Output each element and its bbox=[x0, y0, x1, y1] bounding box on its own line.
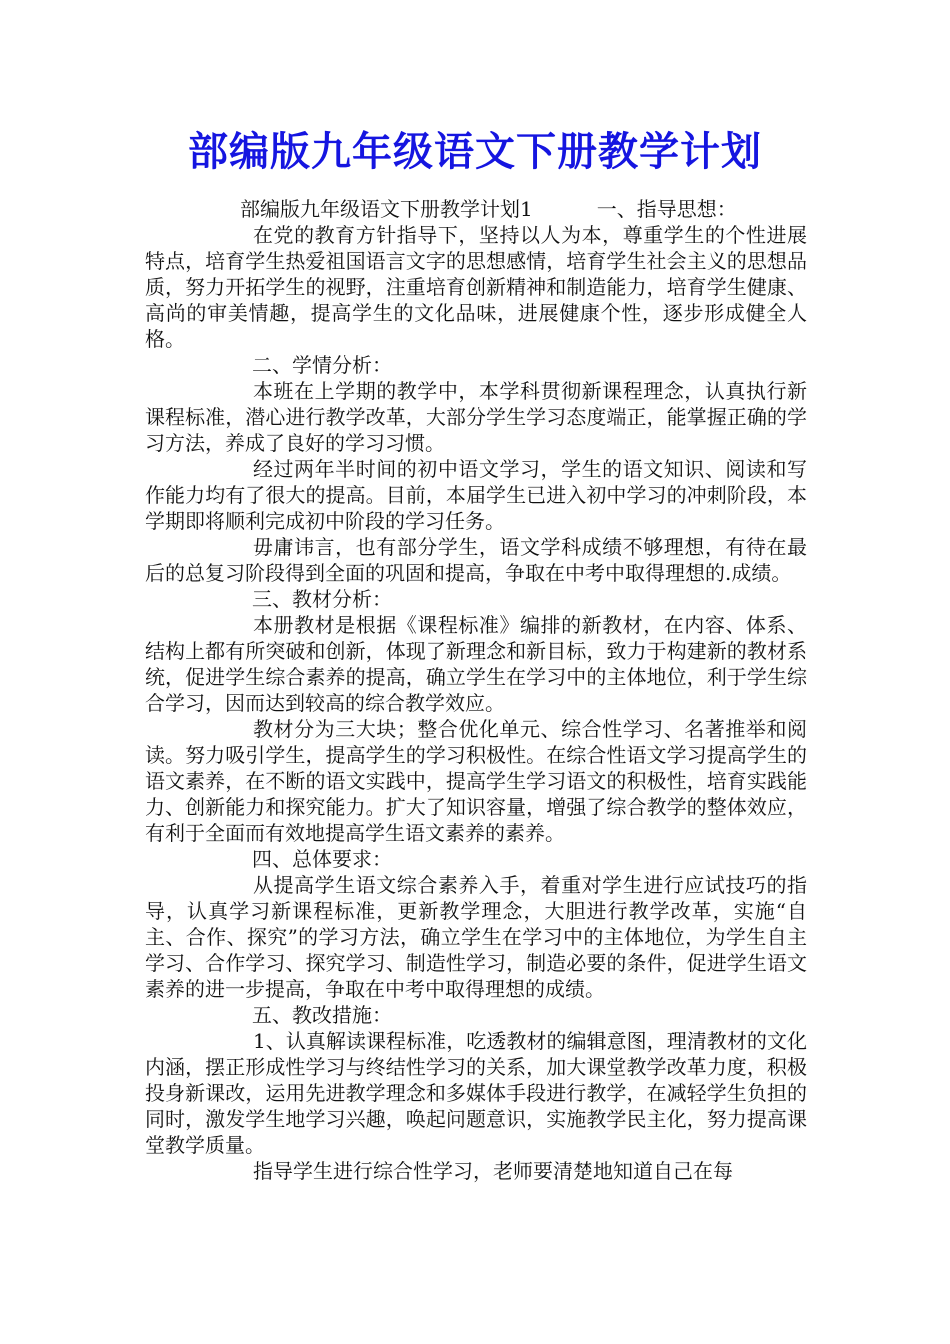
paragraph: 在党的教育方针指导下，坚持以人为本，尊重学生的个性进展特点，培育学生热爱祖国语言文字的思想感情，培育学生社会主义的思想品质，努力开拓学生的视野，注重培育创新精神和制造能力，培育学生健康、高尚的审美情趣，提高学生的文化品味，进展健康个性，逐步形成健全人格。 bbox=[145, 223, 807, 351]
document-subtitle: 部编版九年级语文下册教学计划1 bbox=[240, 197, 533, 221]
section-heading: 二、学情分析： bbox=[252, 353, 392, 377]
paragraph: 指导学生进行综合性学习，老师要清楚地知道自己在每 bbox=[253, 1159, 733, 1183]
document-body bbox=[145, 196, 807, 1184]
paragraph: 本册教材是根据《课程标准》编排的新教材，在内容、体系、结构上都有所突破和创新，体现了新理念和新目标，致力于构建新的教材系统，促进学生综合素养的提高，确立学生在学习中的主体地位，利于学生综合学习，因而达到较高的综合教学效应。 bbox=[145, 613, 807, 715]
paragraph: 毋庸讳言，也有部分学生，语文学科成绩不够理想，有待在最后的总复习阶段得到全面的巩固和提高，争取在中考中取得理想的.成绩。 bbox=[145, 535, 807, 585]
section-heading: 三、教材分析： bbox=[252, 587, 392, 611]
paragraph: 教材分为三大块；整合优化单元、综合性学习、名著推举和阅读。努力吸引学生，提高学生的学习积极性。在综合性语文学习提高学生的语文素养，在不断的语文实践中，提高学生学习语文的积极性，培育实践能力、创新能力和探究能力。扩大了知识容量，增强了综合教学的整体效应，有利于全面而有效地提高学生语文素养的素养。 bbox=[145, 717, 807, 845]
paragraph: 从提高学生语文综合素养入手，着重对学生进行应试技巧的指导，认真学习新课程标准，更新教学理念，大胆进行教学改革，实施“自主、合作、探究”的学习方法，确立学生在学习中的主体地位，为学生自主学习、合作学习、探究学习、制造性学习，制造必要的条件，促进学生语文素养的进一步提高，争取在中考中取得理想的成绩。 bbox=[145, 873, 807, 1001]
section-heading-1: 一、指导思想： bbox=[596, 197, 737, 221]
paragraph: 经过两年半时间的初中语文学习，学生的语文知识、阅读和写作能力均有了很大的提高。目前，本届学生已进入初中学习的冲刺阶段，本学期即将顺利完成初中阶段的学习任务。 bbox=[145, 457, 807, 533]
document-title: 部编版九年级语文下册教学计划 bbox=[188, 128, 762, 175]
section-heading: 四、总体要求： bbox=[252, 847, 392, 871]
subtitle-line bbox=[145, 196, 807, 222]
paragraph: 1、认真解读课程标准，吃透教材的编辑意图，理清教材的文化内涵，摆正形成性学习与终结性学习的关系，加大课堂教学改革力度，积极投身新课改，运用先进教学理念和多媒体手段进行教学，在减轻学生负担的同时，激发学生地学习兴趣，唤起问题意识，实施教学民主化，努力提高课堂教学质量。 bbox=[145, 1029, 807, 1157]
section-heading: 五、教改措施： bbox=[252, 1003, 392, 1027]
paragraph: 本班在上学期的教学中，本学科贯彻新课程理念，认真执行新课程标准，潜心进行教学改革，大部分学生学习态度端正，能掌握正确的学习方法，养成了良好的学习习惯。 bbox=[145, 379, 807, 455]
